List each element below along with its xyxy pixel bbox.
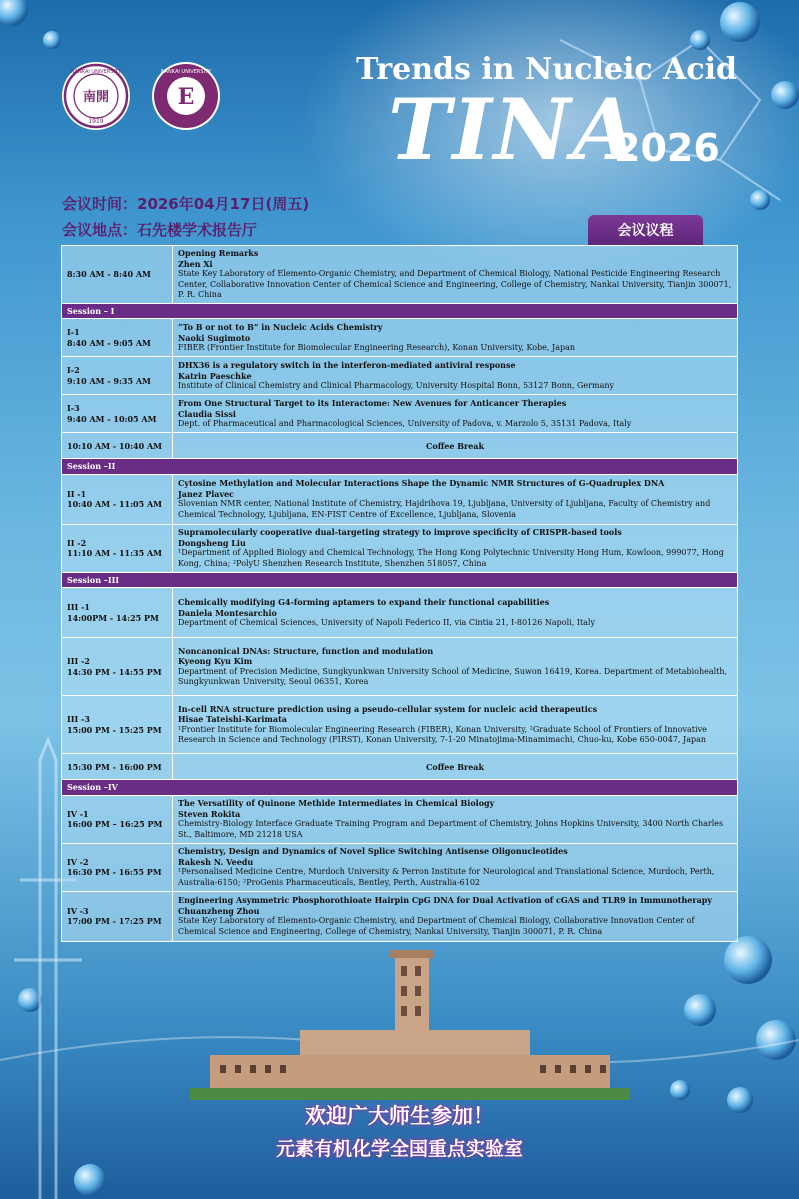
talk-affiliation: FIBER (Frontier Institute for Biomolecular Engineering Research), Konan University, Kobe, Japan bbox=[178, 343, 576, 353]
talk-cell bbox=[173, 357, 738, 395]
talk-time: 16:30 PM - 16:55 PM bbox=[67, 867, 162, 878]
time-cell bbox=[62, 395, 173, 433]
talk-id: III -3 bbox=[67, 714, 90, 725]
talk-id: I-3 bbox=[67, 403, 80, 414]
welcome-message: 欢迎广大师生参加！ bbox=[305, 1104, 494, 1128]
session-header: Session –IV bbox=[62, 780, 738, 796]
time-cell bbox=[62, 588, 173, 638]
talk-affiliation: State Key Laboratory of Elemento-Organic Chemistry, and Department of Chemical Biology, National Pesticide Engineering Research Center, Collaborative Innovation Center of Chemical Science and Engineering, College of Chemistry, Nankai University, Tianjin 300071, P. R. China bbox=[178, 269, 732, 300]
svg-text:NANKAI UNIVERSITY: NANKAI UNIVERSITY bbox=[160, 69, 212, 75]
talk-cell bbox=[173, 524, 738, 572]
talk-id: II -2 bbox=[67, 537, 87, 548]
event-title: Trends in Nucleic Acid bbox=[356, 52, 737, 87]
talk-title: Chemically modifying G4-forming aptamers to expand their functional capabilities bbox=[178, 597, 550, 608]
university-building-illustration bbox=[150, 950, 650, 1100]
talk-time: 8:40 AM - 9:05 AM bbox=[67, 337, 151, 348]
time-cell bbox=[62, 754, 173, 780]
talk-cell bbox=[173, 474, 738, 524]
talk-id: I-2 bbox=[67, 365, 80, 376]
agenda-row bbox=[62, 754, 738, 780]
event-acronym: TINA bbox=[388, 80, 640, 179]
time-cell bbox=[62, 246, 173, 304]
talk-time: 14:00PM - 14:25 PM bbox=[67, 612, 159, 623]
talk-cell bbox=[173, 588, 738, 638]
talk-time: 15:00 PM - 15:25 PM bbox=[67, 724, 162, 735]
talk-id: IV -2 bbox=[67, 856, 89, 867]
agenda-row bbox=[62, 474, 738, 524]
meeting-venue: 会议地点：石先楼学术报告厅 bbox=[62, 221, 258, 239]
talk-cell bbox=[173, 395, 738, 433]
agenda-row bbox=[62, 588, 738, 638]
talk-speaker: Katrin Paeschke bbox=[178, 370, 252, 381]
break-time: 10:10 AM - 10:40 AM bbox=[67, 440, 163, 451]
time-cell bbox=[62, 638, 173, 696]
agenda-row bbox=[62, 246, 738, 304]
talk-speaker: Janez Plavec bbox=[178, 488, 235, 499]
talk-affiliation: ¹Department of Applied Biology and Chemical Technology, The Hong Kong Polytechnic University Hong Hum, Kowloon, 999077, Hong Kong, China; ²PolyU Shenzhen Research Institute, Shenzhen 518057, China bbox=[178, 548, 724, 568]
talk-affiliation: Slovenian NMR center, National Institute of Chemistry, Hajdrihova 19, Ljubljana, University of Ljubljana, Faculty of Chemistry and Chemical Technology, Ljubljana, EN-FIST Centre of Excellence, Ljubljana, Slovenia bbox=[178, 499, 711, 519]
talk-time: 9:10 AM - 9:35 AM bbox=[67, 375, 151, 386]
talk-affiliation: Department of Chemical Sciences, University of Napoli Federico II, via Cintia 21, I-80126 Napoli, Italy bbox=[178, 618, 595, 628]
time-cell bbox=[62, 696, 173, 754]
lab-logo bbox=[152, 62, 220, 130]
talk-title: Engineering Asymmetric Phosphorothioate Hairpin CpG DNA for Dual Activation of cGAS and TLR9 in Immunotherapy bbox=[178, 895, 713, 906]
talk-time: 17:00 PM - 17:25 PM bbox=[67, 916, 162, 927]
talk-affiliation: Chemistry-Biology Interface Graduate Training Program and Department of Chemistry, Johns Hopkins University, 3400 North Charles St., Baltimore, MD 21218 USA bbox=[178, 819, 724, 839]
organizer-name: 元素有机化学全国重点实验室 bbox=[275, 1138, 523, 1160]
time-cell bbox=[62, 891, 173, 941]
svg-text:E: E bbox=[177, 84, 195, 110]
svg-text:NANKAI UNIVERSITY: NANKAI UNIVERSITY bbox=[70, 69, 122, 75]
talk-time: 11:10 AM - 11:35 AM bbox=[67, 548, 163, 559]
talk-time: 9:40 AM - 10:05 AM bbox=[67, 413, 157, 424]
agenda-row bbox=[62, 395, 738, 433]
svg-text:南開: 南開 bbox=[82, 90, 110, 105]
talk-speaker: Hisae Tateishi-Karimata bbox=[178, 714, 287, 725]
coffee-break: Coffee Break bbox=[173, 433, 738, 459]
talk-speaker: Steven Rokita bbox=[178, 808, 241, 819]
talk-affiliation: Department of Precision Medicine, Sungkyunkwan University School of Medicine, Suwon 16419, Korea. Department of Metabiohealth, Sungkyunkwan University, Seoul 06351, Korea bbox=[178, 666, 728, 687]
talk-cell bbox=[173, 891, 738, 941]
talk-cell bbox=[173, 843, 738, 891]
agenda-row bbox=[62, 524, 738, 572]
svg-text:1919: 1919 bbox=[88, 118, 104, 125]
session-header: Session –II bbox=[62, 459, 738, 475]
agenda-row bbox=[62, 795, 738, 843]
time-cell bbox=[62, 319, 173, 357]
talk-title: Chemistry, Design and Dynamics of Novel Splice Switching Antisense Oligonucleotides bbox=[178, 846, 568, 857]
talk-speaker: Chuanzheng Zhou bbox=[178, 905, 260, 916]
talk-title: Noncanonical DNAs: Structure, function and modulation bbox=[178, 645, 434, 656]
agenda-row bbox=[62, 843, 738, 891]
session-header: Session –III bbox=[62, 572, 738, 588]
agenda-row bbox=[62, 433, 738, 459]
meeting-time: 会议时间：2026年04月17日(周五) bbox=[62, 195, 310, 213]
talk-title: DHX36 is a regulatory switch in the interferon-mediated antiviral response bbox=[178, 359, 516, 370]
talk-id: I-1 bbox=[67, 327, 80, 338]
time-cell bbox=[62, 524, 173, 572]
break-time: 15:30 PM - 16:00 PM bbox=[67, 761, 162, 772]
agenda-tab: 会议议程 bbox=[588, 215, 703, 245]
talk-cell bbox=[173, 795, 738, 843]
agenda-row bbox=[62, 319, 738, 357]
agenda-row bbox=[62, 696, 738, 754]
talk-affiliation: Institute of Clinical Chemistry and Clinical Pharmacology, University Hospital Bonn, 53127 Bonn, Germany bbox=[178, 381, 615, 391]
talk-title: Cytosine Methylation and Molecular Interactions Shape the Dynamic NMR Structures of G-Quadruplex DNA bbox=[178, 478, 665, 489]
talk-id: IV -1 bbox=[67, 808, 89, 819]
talk-time: 10:40 AM - 11:05 AM bbox=[67, 499, 163, 510]
talk-title: The Versatility of Quinone Methide Intermediates in Chemical Biology bbox=[178, 798, 495, 809]
talk-affiliation: State Key Laboratory of Elemento-Organic Chemistry, and Department of Chemical Biology, Collaborative Innovation Center of Chemical Science and Engineering, College of Chemistry, Nankai University, Tianjin 300071, P. R. China bbox=[178, 916, 695, 936]
talk-title: “To B or not to B” in Nucleic Acids Chemistry bbox=[178, 321, 383, 332]
session-header: Session – I bbox=[62, 303, 738, 319]
time-cell bbox=[62, 843, 173, 891]
talk-id: III -2 bbox=[67, 656, 90, 667]
agenda-row bbox=[62, 638, 738, 696]
talk-title: Supramolecularly cooperative dual-targeting strategy to improve specificity of CRISPR-based tools bbox=[178, 527, 622, 538]
talk-affiliation: ¹Frontier Institute for Biomolecular Engineering Research (FIBER), Konan University, ²Graduate School of Frontiers of Innovative Research in Science and Technology (FIRST), Konan University, 7-1-20 Minatojima-Minamimachi, Chuo-ku, Kobe 650-0047, Japan bbox=[178, 724, 707, 745]
time-cell bbox=[62, 474, 173, 524]
talk-title: In-cell RNA structure prediction using a pseudo-cellular system for nucleic acid therapeutics bbox=[178, 703, 598, 714]
talk-speaker: Claudia Sissi bbox=[178, 408, 236, 419]
talk-cell bbox=[173, 246, 738, 304]
coffee-break: Coffee Break bbox=[173, 754, 738, 780]
agenda-row bbox=[62, 357, 738, 395]
talk-speaker: Naoki Sugimoto bbox=[178, 332, 251, 343]
talk-cell bbox=[173, 638, 738, 696]
talk-id: III -1 bbox=[67, 602, 90, 613]
talk-speaker: Zhen Xi bbox=[178, 258, 213, 269]
logo-group bbox=[62, 62, 220, 130]
talk-speaker: Rakesh N. Veedu bbox=[178, 856, 254, 867]
talk-cell bbox=[173, 319, 738, 357]
talk-speaker: Dongsheng Liu bbox=[178, 537, 246, 548]
agenda-row bbox=[62, 891, 738, 941]
time-cell bbox=[62, 357, 173, 395]
time-cell bbox=[62, 795, 173, 843]
talk-cell bbox=[173, 696, 738, 754]
talk-title: From One Structural Target to its Interactome: New Avenues for Anticancer Therapies bbox=[178, 397, 567, 408]
talk-time: 16:00 PM – 16:25 PM bbox=[67, 819, 163, 830]
talk-time: 14:30 PM - 14:55 PM bbox=[67, 666, 162, 677]
talk-time: 8:30 AM - 8:40 AM bbox=[67, 269, 151, 280]
talk-title: Opening Remarks bbox=[178, 248, 259, 258]
talk-affiliation: ¹Personalised Medicine Centre, Murdoch University & Perron Institute for Neurological and Translational Science, Murdoch, Perth, Australia-6150; ²ProGenis Pharmaceuticals, Bentley, Perth, Australia-6102 bbox=[178, 867, 715, 887]
talk-id: IV -3 bbox=[67, 905, 89, 916]
agenda-table bbox=[61, 245, 738, 942]
event-year: 2026 bbox=[614, 126, 720, 170]
talk-speaker: Daniela Montesarchio bbox=[178, 607, 277, 618]
talk-id: II -1 bbox=[67, 488, 87, 499]
time-cell bbox=[62, 433, 173, 459]
talk-affiliation: Dept. of Pharmaceutical and Pharmacological Sciences, University of Padova, v. Marzolo 5, 35131 Padova, Italy bbox=[178, 419, 632, 429]
talk-speaker: Kyeong Kyu Kim bbox=[178, 656, 253, 667]
nankai-university-logo bbox=[62, 62, 130, 130]
